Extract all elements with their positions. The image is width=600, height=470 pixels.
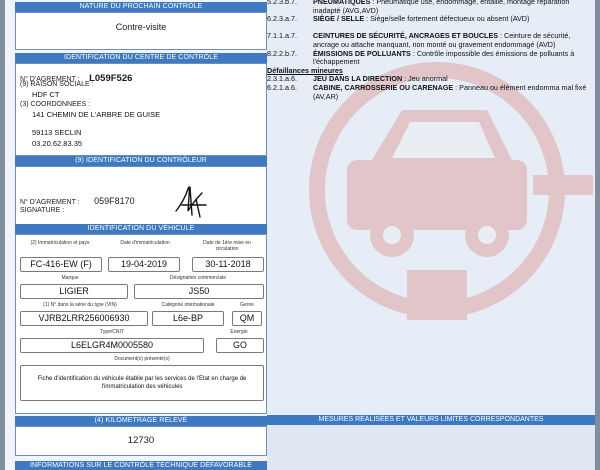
categorie-field: L6e-BP [152, 311, 224, 326]
type-cnit-field: L6ELGR4M0005580 [20, 338, 204, 353]
next-control-section [15, 2, 267, 50]
kilometrage-section [15, 416, 267, 456]
centre-header: IDENTIFICATION DU CENTRE DE CONTRÔLE [15, 53, 267, 63]
cap-date-immat: Date d'immatriculation [120, 240, 170, 246]
mineure-defect-description: CABINE, CARROSSERIE OU CARENAGE : Panneau ou élément endomma mal fixé (AV,AR) [313, 83, 587, 101]
raison-sociale-label: (9) RAISON SOCIALE : [20, 81, 94, 88]
address-line1: 141 CHEMIN DE L'ARBRE DE GUISE [32, 110, 161, 119]
marque-field: LIGIER [20, 284, 128, 299]
info-technique-section [15, 461, 267, 470]
cap-immat: (2) Immatriculation et pays [30, 240, 90, 246]
signature-label: SIGNATURE : [20, 207, 65, 214]
phone-number: 03.20.62.83.35 [32, 139, 83, 148]
majeure-defect-description: CEINTURES DE SÉCURITÉ, ANCRAGES ET BOUCLES : Ceinture de sécurité, ancrage ou attache manquant, non monté ou gravement endommagé (AVD) [313, 31, 571, 49]
centre-agrement-label: N° D'AGREMENT : [20, 76, 80, 83]
documents-field: Fiche d'identification du véhicule établie par les services de l'Etat en charge de l'immatriculation des véhicules [20, 365, 264, 401]
majeure-defect-code: 8.2.2.b.7. [267, 48, 297, 58]
centre-section [15, 53, 267, 156]
mineures-heading: Défaillances mineures [267, 65, 343, 75]
info-technique-header: INFORMATIONS SUR LE CONTRÔLE TECHNIQUE DÉFAVORABLE [15, 461, 267, 470]
cap-energie: Energie [230, 329, 248, 335]
cap-vin: (1) N° dans la série du type (VIN) [43, 302, 117, 308]
vehicule-section [15, 224, 267, 414]
majeure-defect-code: 7.1.1.a.7. [267, 31, 297, 41]
energie-field: GO [216, 338, 264, 353]
controleur-agrement-value: 059F8170 [94, 196, 135, 206]
kilometrage-value: 12730 [127, 435, 155, 446]
cap-categorie: Catégorie internationale [161, 302, 215, 308]
designation-field: JS50 [134, 284, 264, 299]
majeure-defect-code: 5.2.3.b.7. [267, 0, 297, 6]
inspection-report [5, 0, 595, 470]
date-immat-field: 19-04-2019 [108, 257, 180, 272]
address-line2: 59113 SECLIN [32, 128, 82, 137]
cap-documents: Document(s) présenté(s) [114, 356, 170, 362]
signature-image [166, 181, 210, 219]
cap-date-circ: Date de 1ère mise en circulation [203, 240, 251, 252]
vin-field: VJRB2LRR256006930 [20, 311, 148, 326]
right-column [267, 0, 595, 470]
mineure-defect-description: JEU DANS LA DIRECTION : Jeu anormal [313, 74, 448, 84]
date-circ-field: 30-11-2018 [192, 257, 264, 272]
centre-agrement-value: L059F526 [89, 73, 133, 84]
next-control-header: NATURE DU PROCHAIN CONTRÔLE [15, 2, 267, 12]
cap-type: Type/CNIT [100, 329, 124, 335]
majeure-defect-description: SIÈGE / SELLE : Siège/selle fortement défectueux ou absent (AVD) [313, 14, 530, 24]
controleur-header: (9) IDENTIFICATION DU CONTRÔLEUR [15, 156, 267, 166]
coordonnees-label: (3) COORDONNEES : [20, 101, 91, 108]
cap-genre: Genre [240, 302, 254, 308]
immatriculation-field: FC-416-EW (F) [20, 257, 102, 272]
controleur-agrement-label: N° D'AGREMENT : [20, 199, 80, 206]
majeure-defect-description: PNEUMATIQUES : Pneumatique usé, endommagé, entaillé, montage réparation inadapté (AVG,AVD) [313, 0, 570, 15]
mesures-header: MESURES RÉALISÉES ET VALEURS LIMITES CORRESPONDANTES [267, 415, 595, 425]
cap-designation: Désignation commerciale [169, 275, 227, 281]
genre-field: QM [232, 311, 262, 326]
mesures-body [267, 425, 595, 470]
cap-marque: Marque [61, 275, 79, 281]
raison-sociale-value: HDF CT [32, 90, 60, 99]
mineure-defect-code: 6.2.1.a.6. [267, 83, 297, 92]
controleur-section [15, 156, 267, 225]
majeure-defect-code: 6.2.3.a.7. [267, 14, 297, 24]
kilometrage-header: (4) KILOMETRAGE RELEVÉ [15, 416, 267, 426]
majeure-defect-description: ÉMISSIONS DE POLLUANTS : Contrôle impossible des émissions de polluants à l'échappement [313, 48, 575, 67]
vehicule-header: IDENTIFICATION DU VÉHICULE [15, 224, 267, 234]
next-control-value: Contre-visite [115, 22, 167, 32]
mineure-defect-code: 2.3.1.a.6. [267, 74, 297, 84]
